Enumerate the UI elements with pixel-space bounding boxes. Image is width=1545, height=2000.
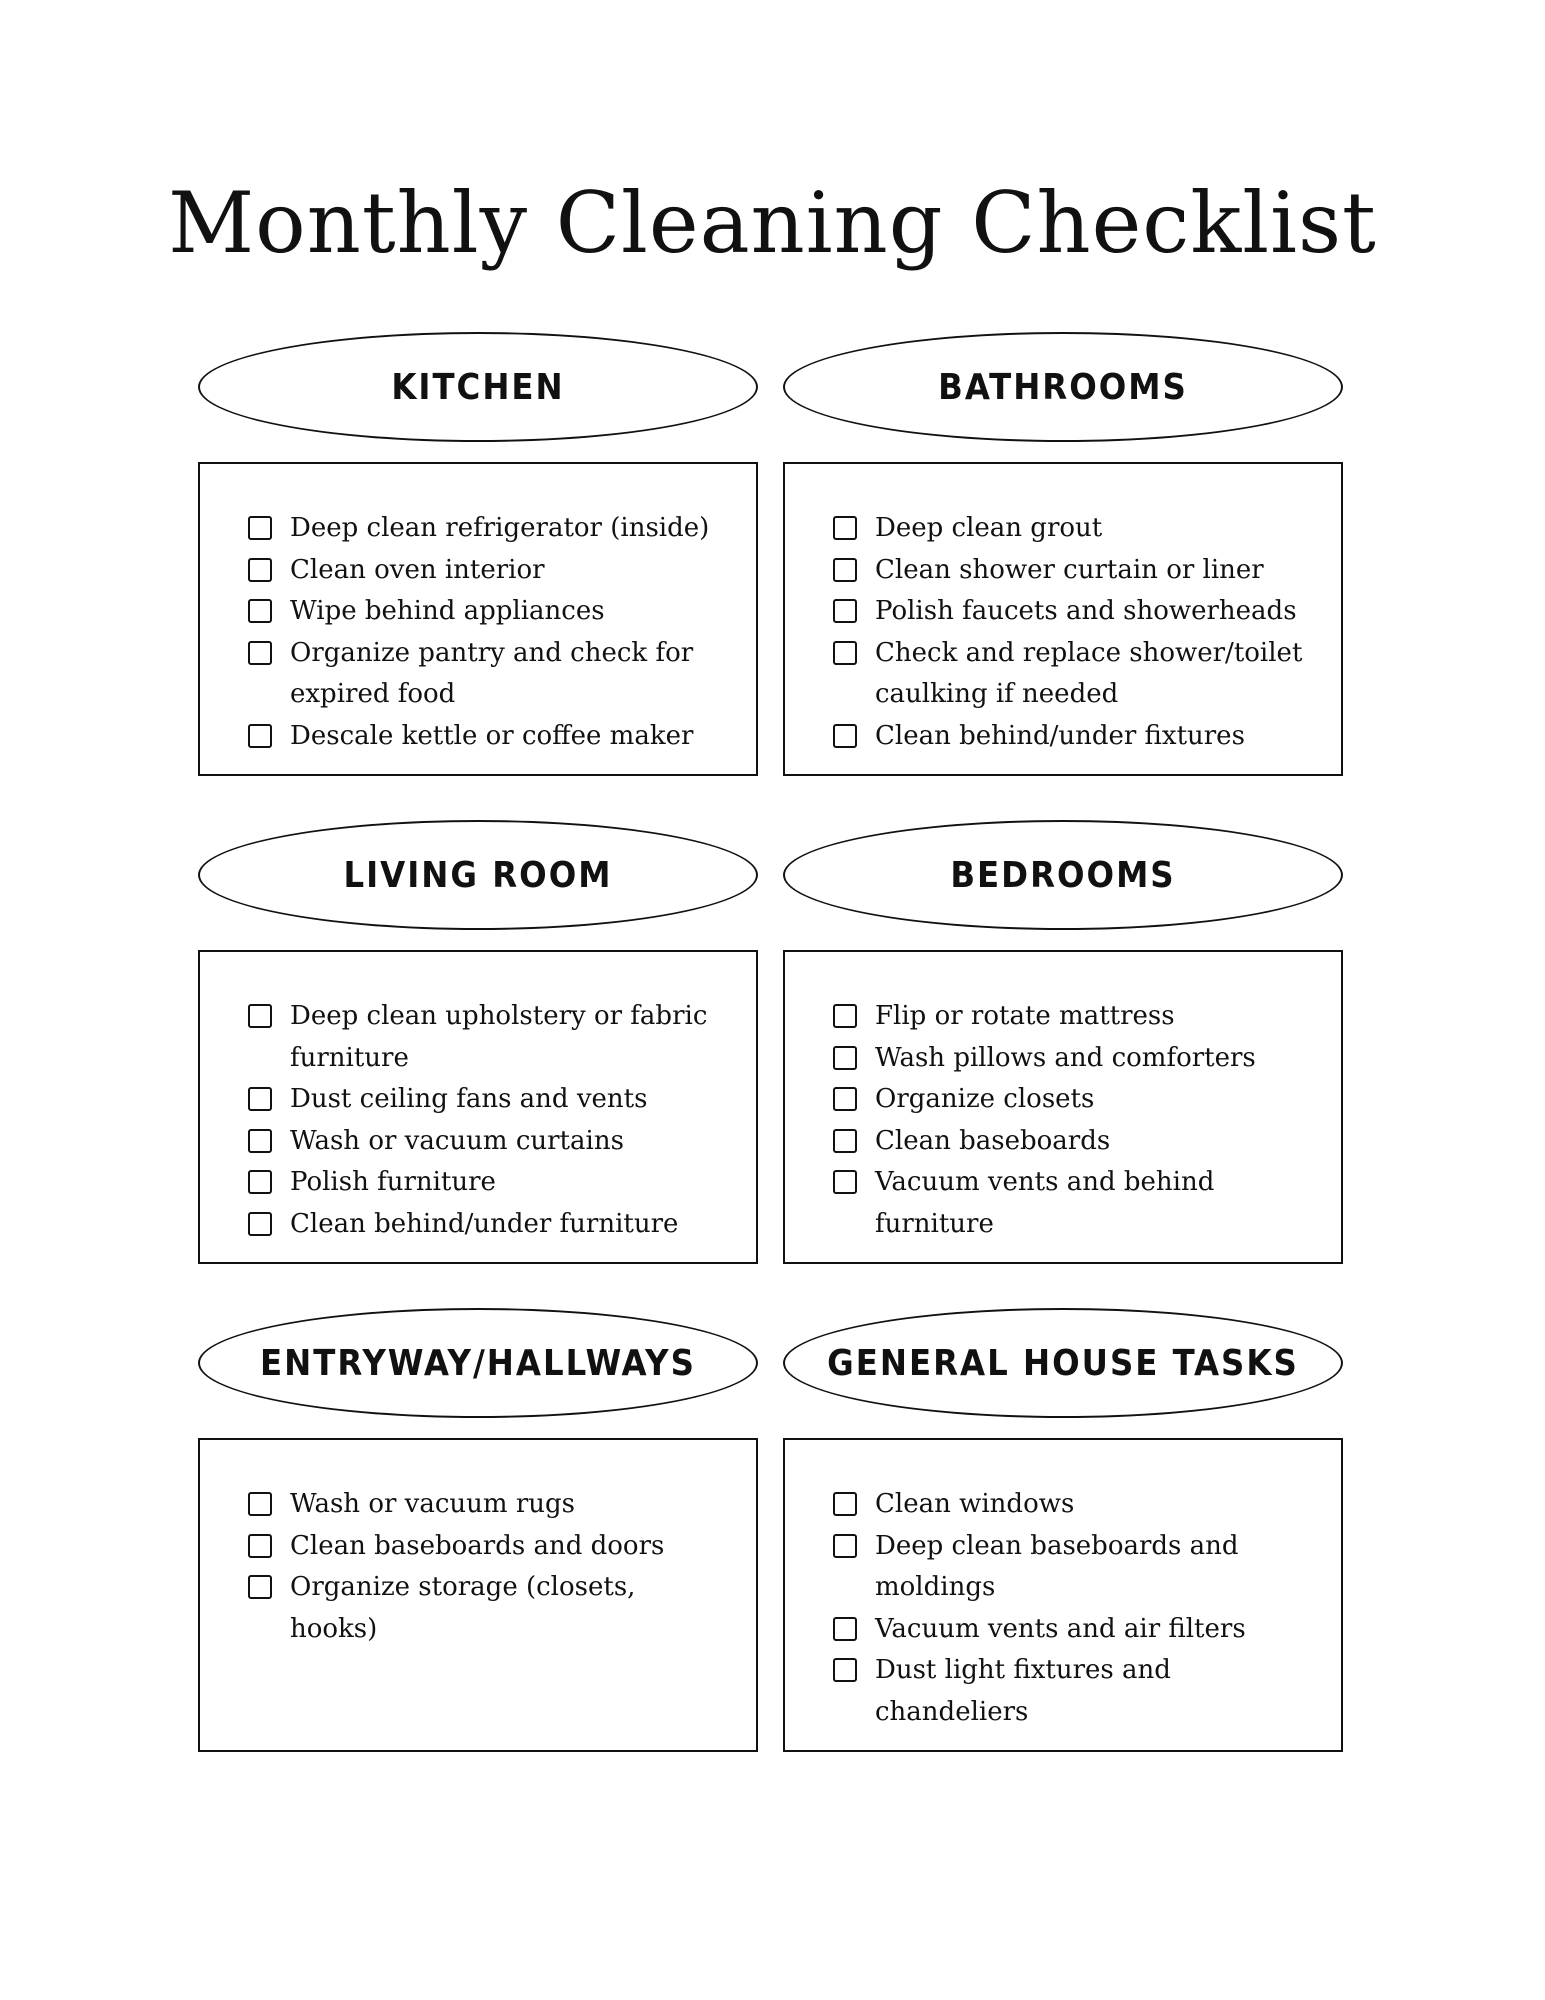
task-box: [783, 1438, 1343, 1752]
checkbox[interactable]: [248, 558, 272, 582]
task-label: Wipe behind appliances: [290, 596, 605, 626]
task-item[interactable]: [833, 633, 1313, 716]
task-list: [833, 996, 1313, 1245]
task-item[interactable]: [248, 1484, 728, 1526]
checkbox[interactable]: [248, 1575, 272, 1599]
checkbox[interactable]: [248, 1534, 272, 1558]
task-item[interactable]: [248, 1567, 728, 1650]
task-item[interactable]: [833, 1121, 1313, 1163]
task-label: Organize pantry and check for expired food: [290, 637, 694, 709]
task-label: Deep clean baseboards and moldings: [875, 1530, 1239, 1602]
task-box: [198, 950, 758, 1264]
section-heading: GENERAL HOUSE TASKS: [783, 1308, 1343, 1418]
task-item[interactable]: [248, 591, 728, 633]
task-item[interactable]: [833, 1650, 1313, 1733]
checkbox[interactable]: [248, 516, 272, 540]
task-item[interactable]: [248, 633, 728, 716]
task-item[interactable]: [833, 996, 1313, 1038]
checkbox[interactable]: [248, 1087, 272, 1111]
task-list: [248, 1484, 728, 1650]
task-item[interactable]: [248, 1162, 728, 1204]
checkbox[interactable]: [248, 599, 272, 623]
task-label: Clean shower curtain or liner: [875, 554, 1264, 585]
checkbox[interactable]: [833, 558, 857, 582]
task-list: [833, 1484, 1313, 1733]
checkbox[interactable]: [248, 1129, 272, 1153]
task-item[interactable]: [833, 1038, 1313, 1080]
task-item[interactable]: [833, 1609, 1313, 1651]
task-item[interactable]: [833, 1526, 1313, 1609]
checkbox[interactable]: [248, 724, 272, 748]
task-label: Vacuum vents and air filters: [875, 1613, 1246, 1644]
section-heading: BEDROOMS: [783, 820, 1343, 930]
task-label: Check and replace shower/toilet caulking if needed: [875, 637, 1303, 709]
task-label: Clean baseboards: [875, 1125, 1111, 1156]
checkbox[interactable]: [833, 1129, 857, 1153]
task-label: Deep clean upholstery or fabric furniture: [290, 1001, 708, 1073]
checkbox[interactable]: [833, 516, 857, 540]
task-label: Organize closets: [875, 1084, 1095, 1114]
task-label: Clean behind/under fixtures: [875, 720, 1245, 751]
task-label: Organize storage (closets, hooks): [290, 1572, 636, 1644]
task-item[interactable]: [248, 508, 728, 550]
checkbox[interactable]: [833, 1004, 857, 1028]
checkbox[interactable]: [833, 1658, 857, 1682]
task-item[interactable]: [833, 508, 1313, 550]
task-item[interactable]: [248, 1079, 728, 1121]
task-list: [833, 508, 1313, 757]
task-item[interactable]: [248, 1526, 728, 1568]
task-label: Vacuum vents and behind furniture: [875, 1167, 1215, 1239]
task-label: Clean windows: [875, 1489, 1075, 1519]
checkbox[interactable]: [833, 641, 857, 665]
task-label: Clean baseboards and doors: [290, 1530, 665, 1561]
checkbox[interactable]: [248, 1492, 272, 1516]
task-label: Clean oven interior: [290, 554, 545, 585]
checkbox[interactable]: [248, 641, 272, 665]
task-label: Flip or rotate mattress: [875, 1001, 1175, 1031]
section-heading: BATHROOMS: [783, 332, 1343, 442]
checkbox[interactable]: [833, 1534, 857, 1558]
checkbox[interactable]: [248, 1004, 272, 1028]
task-label: Polish furniture: [290, 1167, 496, 1197]
checkbox[interactable]: [833, 1492, 857, 1516]
section-heading: ENTRYWAY/HALLWAYS: [198, 1308, 758, 1418]
page-title: Monthly Cleaning Checklist: [168, 174, 1377, 272]
task-box: [783, 950, 1343, 1264]
task-label: Descale kettle or coffee maker: [290, 720, 694, 751]
section-heading: KITCHEN: [198, 332, 758, 442]
checkbox[interactable]: [833, 1170, 857, 1194]
task-label: Wash or vacuum curtains: [290, 1125, 624, 1156]
task-label: Wash or vacuum rugs: [290, 1489, 575, 1519]
task-item[interactable]: [248, 996, 728, 1079]
task-label: Deep clean grout: [875, 513, 1103, 543]
task-list: [248, 508, 728, 757]
checkbox[interactable]: [833, 724, 857, 748]
task-item[interactable]: [248, 716, 728, 758]
task-item[interactable]: [248, 550, 728, 592]
task-box: [783, 462, 1343, 776]
task-item[interactable]: [248, 1121, 728, 1163]
task-label: Dust ceiling fans and vents: [290, 1084, 648, 1114]
task-label: Polish faucets and showerheads: [875, 596, 1297, 626]
task-box: [198, 462, 758, 776]
task-item[interactable]: [833, 550, 1313, 592]
checkbox[interactable]: [833, 599, 857, 623]
task-label: Deep clean refrigerator (inside): [290, 513, 710, 543]
task-item[interactable]: [833, 716, 1313, 758]
task-item[interactable]: [833, 1079, 1313, 1121]
task-list: [248, 996, 728, 1245]
task-label: Wash pillows and comforters: [875, 1042, 1256, 1073]
checkbox[interactable]: [833, 1617, 857, 1641]
task-box: [198, 1438, 758, 1752]
task-item[interactable]: [833, 1162, 1313, 1245]
checkbox[interactable]: [248, 1212, 272, 1236]
task-item[interactable]: [833, 591, 1313, 633]
checkbox[interactable]: [833, 1046, 857, 1070]
task-label: Dust light fixtures and chandeliers: [875, 1655, 1171, 1727]
checkbox[interactable]: [833, 1087, 857, 1111]
section-heading: LIVING ROOM: [198, 820, 758, 930]
checkbox[interactable]: [248, 1170, 272, 1194]
task-label: Clean behind/under furniture: [290, 1208, 679, 1239]
task-item[interactable]: [833, 1484, 1313, 1526]
task-item[interactable]: [248, 1204, 728, 1246]
